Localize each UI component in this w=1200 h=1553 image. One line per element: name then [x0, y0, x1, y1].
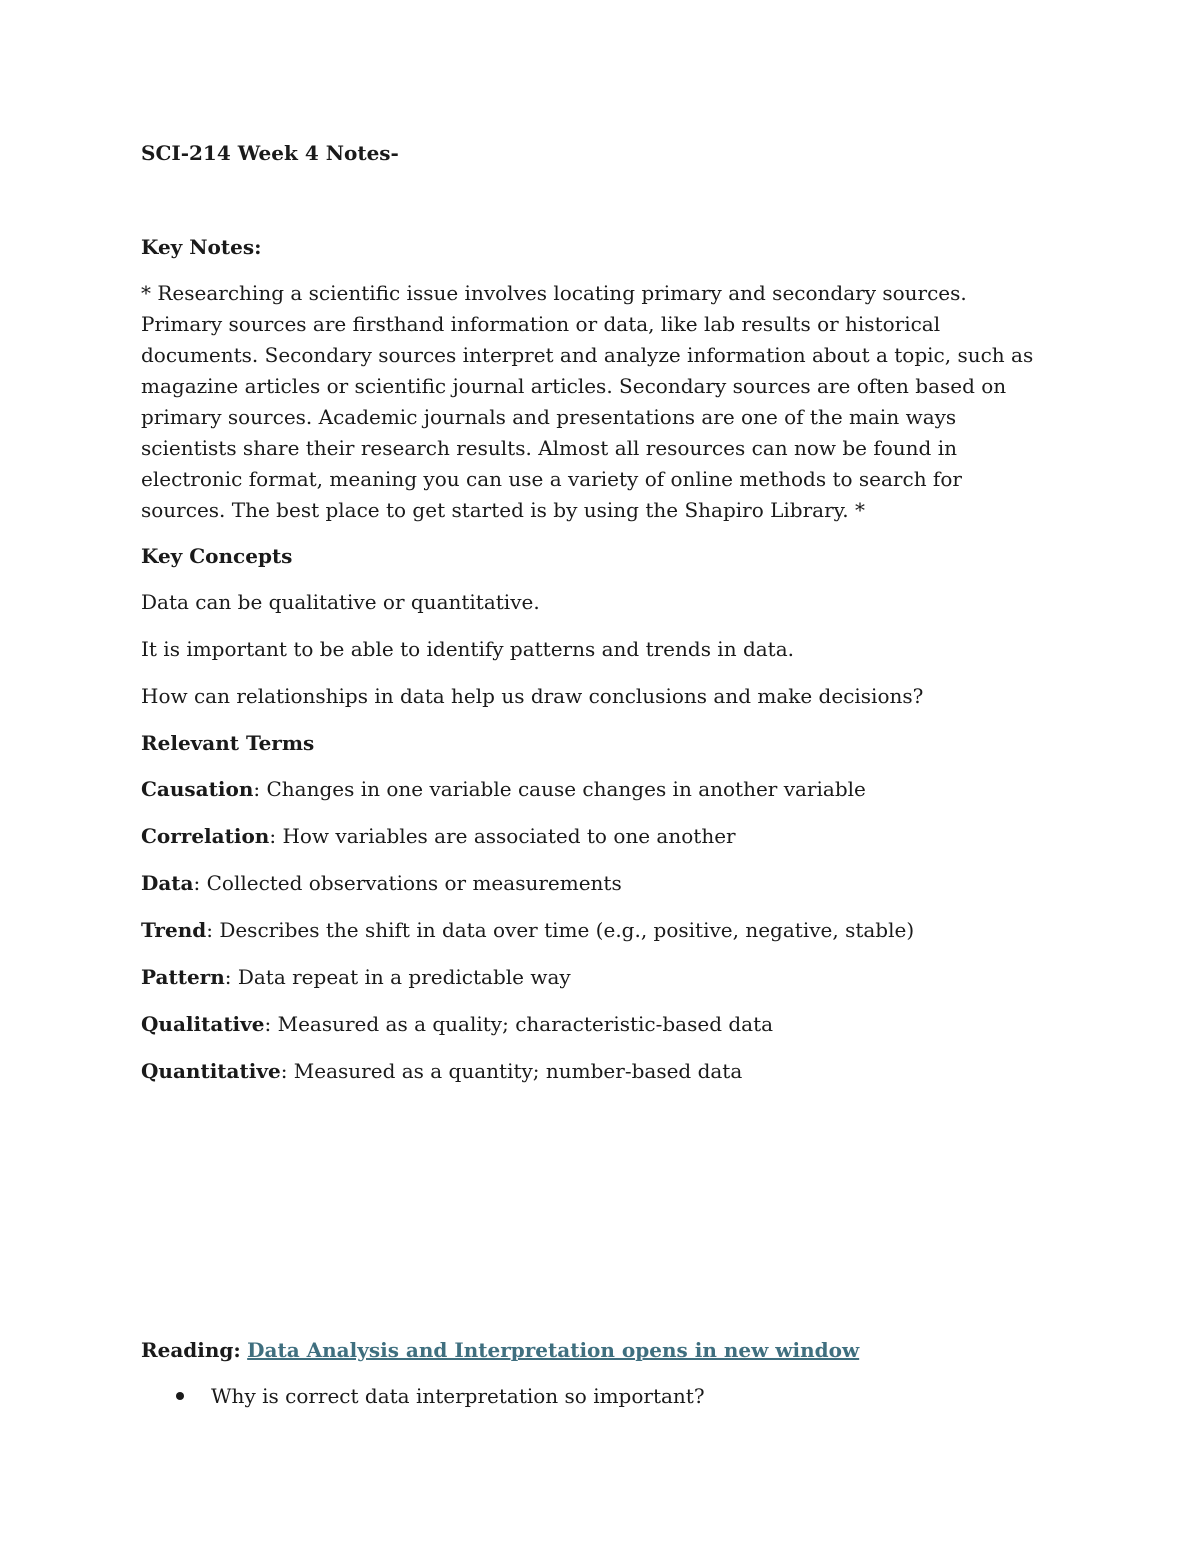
relevant-terms-heading: Relevant Terms — [141, 731, 315, 755]
key-notes-heading: Key Notes: — [141, 235, 262, 259]
key-concept-line: How can relationships in data help us draw conclusions and make decisions? — [141, 684, 924, 708]
term-name: Qualitative — [141, 1012, 265, 1036]
reading-label: Reading: — [141, 1338, 241, 1362]
term-definition: : Changes in one variable cause changes in another variable — [253, 777, 866, 801]
term-qualitative — [141, 1009, 1041, 1040]
term-name: Data — [141, 871, 194, 895]
list-item — [141, 1381, 1041, 1412]
term-definition: : Measured as a quality; characteristic-based data — [264, 1012, 774, 1036]
document-title: SCI-214 Week 4 Notes- — [141, 141, 399, 165]
term-data — [141, 868, 1041, 899]
term-name: Pattern — [141, 965, 225, 989]
reading-line — [141, 1335, 1041, 1366]
term-definition: : Collected observations or measurements — [193, 871, 622, 895]
document-content — [141, 138, 1041, 1412]
term-name: Trend — [141, 918, 207, 942]
term-correlation — [141, 821, 1041, 852]
reading-question-list — [141, 1381, 1041, 1412]
term-definition: : Describes the shift in data over time (e.g., positive, negative, stable) — [206, 918, 915, 942]
term-name: Causation — [141, 777, 254, 801]
term-trend — [141, 915, 1041, 946]
term-name: Quantitative — [141, 1059, 281, 1083]
term-name: Correlation — [141, 824, 270, 848]
key-concept-line: Data can be qualitative or quantitative. — [141, 590, 540, 614]
key-notes-body: * Researching a scientific issue involves locating primary and secondary sources. Primary sources are firsthand information or data, like lab results or historical documents. Secondary sources interpret and analyze information about a topic, such as magazine articles or scientific journal articles. Secondary sources are often based on primary sources. Academic journals and presentations are one of the main ways scientists share their research results. Almost all resources can now be found in electronic format, meaning you can use a variety of online methods to search for sources. The best place to get started is by using the Shapiro Library. * — [141, 281, 1034, 522]
term-causation — [141, 774, 1041, 805]
bullet-icon — [176, 1392, 184, 1400]
key-concept-line: It is important to be able to identify patterns and trends in data. — [141, 637, 794, 661]
term-definition: : How variables are associated to one another — [269, 824, 736, 848]
term-definition: : Data repeat in a predictable way — [224, 965, 571, 989]
reading-link[interactable]: Data Analysis and Interpretation opens in new window — [247, 1338, 860, 1362]
term-quantitative — [141, 1056, 1041, 1087]
term-pattern — [141, 962, 1041, 993]
term-definition: : Measured as a quantity; number-based data — [280, 1059, 743, 1083]
reading-question: Why is correct data interpretation so important? — [211, 1384, 705, 1408]
key-concepts-heading: Key Concepts — [141, 544, 293, 568]
